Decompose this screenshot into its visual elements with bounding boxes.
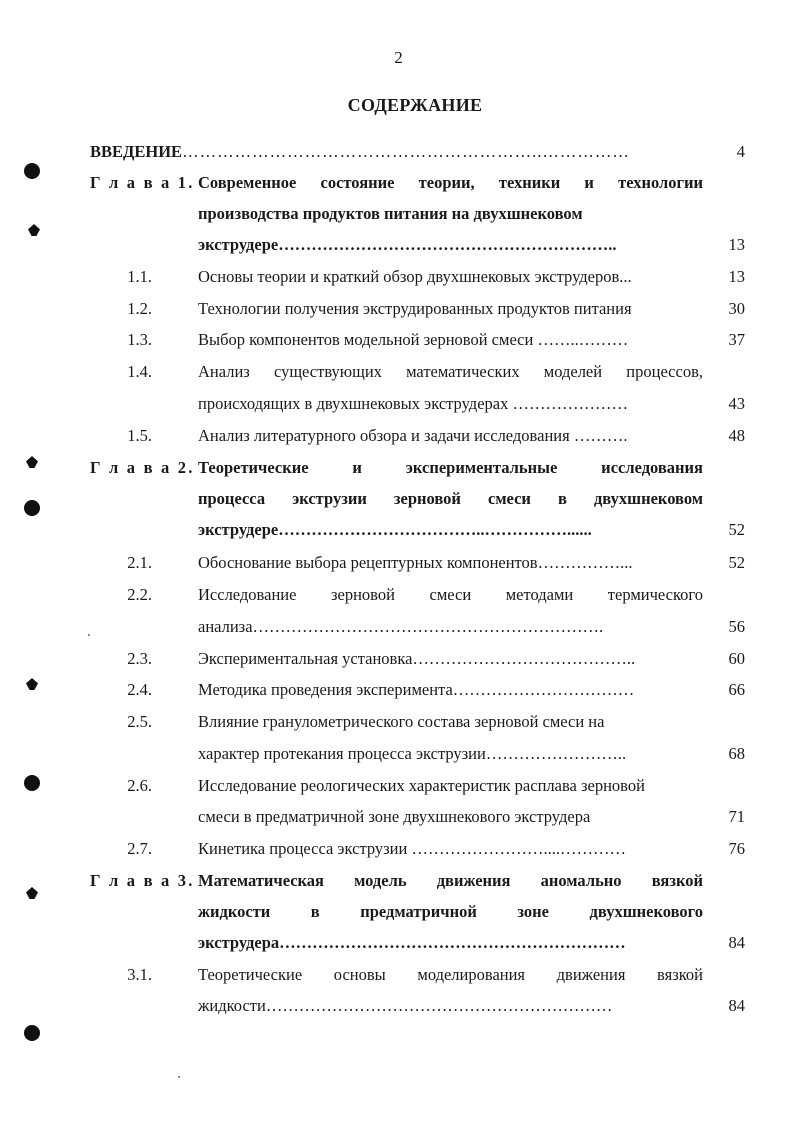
section-title[interactable]: Исследование реологических характеристик расплава зерновой: [198, 776, 645, 795]
chapter-title-line[interactable]: жидкости в предматричной зоне двухшнекового: [198, 902, 703, 921]
section-title[interactable]: Технологии получения экструдированных продуктов питания: [198, 299, 632, 318]
binder-mark: [26, 678, 38, 690]
section-number: 2.3.: [127, 649, 152, 668]
binder-hole: [24, 163, 40, 179]
section-title[interactable]: Анализ существующих математических моделей процессов,: [198, 362, 703, 381]
toc-page-number: 60: [728, 649, 745, 668]
chapter-label: Г л а в а 1.: [90, 173, 195, 192]
toc-page-number: 30: [728, 299, 745, 318]
toc-page-number: 4: [736, 142, 745, 161]
toc-page-number: 56: [728, 617, 745, 636]
chapter-title-line[interactable]: производства продуктов питания на двухшнековом: [198, 204, 583, 223]
binder-mark: [26, 456, 38, 468]
section-number: 2.4.: [127, 680, 152, 699]
section-number: 1.4.: [127, 362, 152, 381]
toc-page-number: 68: [728, 744, 745, 763]
binder-hole: [24, 500, 40, 516]
chapter-title-line[interactable]: экструдера………………………………………………………: [198, 933, 626, 952]
section-title[interactable]: Обоснование выбора рецептурных компонентов……………...: [198, 553, 633, 572]
section-title-continued[interactable]: характер протекания процесса экструзии……………………..: [198, 744, 627, 763]
toc-page-number: 52: [728, 553, 745, 572]
toc-intro-label: ВВЕДЕНИЕ: [90, 142, 183, 161]
binder-hole: [24, 775, 40, 791]
toc-page-number: 71: [728, 807, 745, 826]
toc-page-number: 37: [728, 330, 745, 349]
chapter-title-line[interactable]: экструдере……………………………………………………..: [198, 235, 617, 254]
section-title[interactable]: Анализ литературного обзора и задачи исследования ……….: [198, 426, 628, 445]
chapter-title-line[interactable]: Теоретические и экспериментальные исследования: [198, 458, 703, 477]
page-number: 2: [394, 48, 403, 67]
section-title[interactable]: Влияние гранулометрического состава зерновой смеси на: [198, 712, 605, 731]
toc-page-number: 52: [728, 520, 745, 539]
toc-leader-dots: ……………………………………………………..……………: [182, 142, 630, 161]
section-title-continued[interactable]: происходящих в двухшнековых экструдерах …………………: [198, 394, 628, 413]
page-title: СОДЕРЖАНИЕ: [347, 95, 483, 115]
toc-page-number: 84: [728, 933, 745, 952]
binder-mark: [28, 224, 40, 236]
scan-speck: [88, 634, 90, 636]
section-number: 2.2.: [127, 585, 152, 604]
chapter-title-line[interactable]: экструдере………………………………..……………......: [198, 520, 592, 539]
scan-speck: [178, 1076, 180, 1078]
chapter-title-line[interactable]: Современное состояние теории, техники и технологии: [198, 173, 703, 192]
section-title[interactable]: Экспериментальная установка…………………………………..: [198, 649, 636, 668]
section-title-continued[interactable]: анализа……………………………………………………….: [198, 617, 604, 636]
section-title[interactable]: Исследование зерновой смеси методами термического: [198, 585, 703, 604]
chapter-title-line[interactable]: процесса экструзии зерновой смеси в двухшнековом: [198, 489, 703, 508]
toc-page-number: 13: [728, 267, 745, 286]
section-number: 1.3.: [127, 330, 152, 349]
section-number: 3.1.: [127, 965, 152, 984]
toc-page-number: 66: [728, 680, 745, 699]
toc-page-number: 76: [728, 839, 745, 858]
chapter-label: Г л а в а 3.: [90, 871, 195, 890]
binder-hole: [24, 1025, 40, 1041]
toc-page-number: 13: [728, 235, 745, 254]
toc-page-number: 48: [728, 426, 745, 445]
section-title[interactable]: Теоретические основы моделирования движения вязкой: [198, 965, 703, 984]
section-title[interactable]: Основы теории и краткий обзор двухшнековых экструдеров...: [198, 267, 632, 286]
section-number: 1.5.: [127, 426, 152, 445]
section-number: 2.6.: [127, 776, 152, 795]
binder-mark: [26, 887, 38, 899]
section-number: 2.1.: [127, 553, 152, 572]
chapter-title-line[interactable]: Математическая модель движения аномально вязкой: [198, 871, 703, 890]
toc-page-number: 43: [728, 394, 745, 413]
section-number: 2.7.: [127, 839, 152, 858]
toc-page-number: 84: [728, 996, 745, 1015]
section-number: 2.5.: [127, 712, 152, 731]
toc-intro[interactable]: [90, 142, 702, 162]
section-number: 1.2.: [127, 299, 152, 318]
section-title[interactable]: Кинетика процесса экструзии ……………………....…………: [198, 839, 626, 858]
section-number: 1.1.: [127, 267, 152, 286]
section-title[interactable]: Методика проведения эксперимента……………………………: [198, 680, 635, 699]
section-title[interactable]: Выбор компонентов модельной зерновой смеси ……..………: [198, 330, 629, 349]
section-title-continued[interactable]: жидкости………………………………………………………: [198, 996, 613, 1015]
chapter-label: Г л а в а 2.: [90, 458, 195, 477]
section-title-continued[interactable]: смеси в предматричной зоне двухшнекового экструдера: [198, 807, 591, 826]
